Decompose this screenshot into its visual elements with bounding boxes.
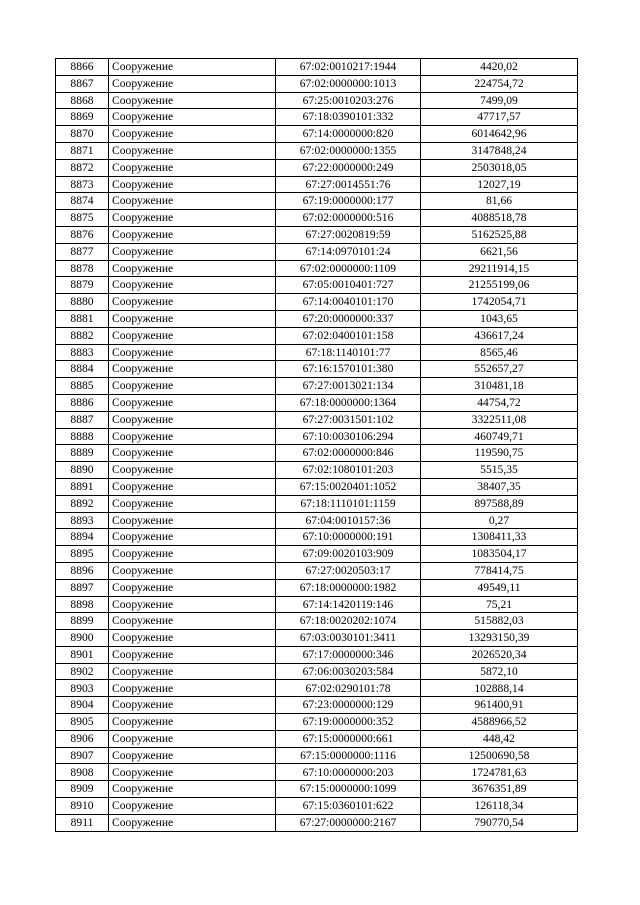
cadastral-number-cell: 67:05:0010401:727 (276, 277, 421, 294)
cadastral-value-cell: 790770,54 (421, 814, 578, 831)
cadastral-value-cell: 310481,18 (421, 378, 578, 395)
row-number-cell: 8870 (56, 126, 109, 143)
table-row (56, 59, 578, 76)
table-row (56, 747, 578, 764)
property-registry-table (55, 58, 578, 832)
cadastral-number-cell: 67:14:0970101:24 (276, 243, 421, 260)
row-number-cell: 8869 (56, 109, 109, 126)
object-type-cell: Сооружение (109, 596, 276, 613)
cadastral-value-cell: 102888,14 (421, 680, 578, 697)
cadastral-number-cell: 67:10:0030106:294 (276, 428, 421, 445)
table-row (56, 126, 578, 143)
cadastral-number-cell: 67:14:0040101:170 (276, 294, 421, 311)
table-row (56, 277, 578, 294)
object-type-cell: Сооружение (109, 478, 276, 495)
cadastral-number-cell: 67:02:0400101:158 (276, 327, 421, 344)
cadastral-value-cell: 44754,72 (421, 394, 578, 411)
cadastral-value-cell: 7499,09 (421, 92, 578, 109)
cadastral-number-cell: 67:16:1570101:380 (276, 361, 421, 378)
cadastral-value-cell: 5515,35 (421, 462, 578, 479)
object-type-cell: Сооружение (109, 546, 276, 563)
table-row (56, 327, 578, 344)
table-row (56, 512, 578, 529)
object-type-cell: Сооружение (109, 462, 276, 479)
object-type-cell: Сооружение (109, 428, 276, 445)
cadastral-number-cell: 67:18:0390101:332 (276, 109, 421, 126)
cadastral-value-cell: 12027,19 (421, 176, 578, 193)
cadastral-number-cell: 67:04:0010157:36 (276, 512, 421, 529)
cadastral-value-cell: 4588966,52 (421, 714, 578, 731)
cadastral-value-cell: 4420,02 (421, 59, 578, 76)
table-row (56, 546, 578, 563)
row-number-cell: 8881 (56, 310, 109, 327)
cadastral-value-cell: 1083504,17 (421, 546, 578, 563)
table-row (56, 646, 578, 663)
cadastral-value-cell: 1742054,71 (421, 294, 578, 311)
row-number-cell: 8911 (56, 814, 109, 831)
cadastral-number-cell: 67:15:0000000:1099 (276, 781, 421, 798)
object-type-cell: Сооружение (109, 109, 276, 126)
cadastral-number-cell: 67:23:0000000:129 (276, 697, 421, 714)
row-number-cell: 8904 (56, 697, 109, 714)
cadastral-value-cell: 21255199,06 (421, 277, 578, 294)
cadastral-value-cell: 2026520,34 (421, 646, 578, 663)
row-number-cell: 8872 (56, 159, 109, 176)
object-type-cell: Сооружение (109, 411, 276, 428)
row-number-cell: 8901 (56, 646, 109, 663)
cadastral-value-cell: 13293150,39 (421, 630, 578, 647)
cadastral-number-cell: 67:19:0000000:177 (276, 193, 421, 210)
table-row (56, 210, 578, 227)
cadastral-value-cell: 119590,75 (421, 445, 578, 462)
cadastral-number-cell: 67:10:0000000:203 (276, 764, 421, 781)
row-number-cell: 8876 (56, 226, 109, 243)
table-row (56, 344, 578, 361)
cadastral-value-cell: 8565,46 (421, 344, 578, 361)
table-row (56, 428, 578, 445)
table-body (56, 59, 578, 832)
cadastral-value-cell: 1308411,33 (421, 529, 578, 546)
object-type-cell: Сооружение (109, 562, 276, 579)
row-number-cell: 8892 (56, 495, 109, 512)
object-type-cell: Сооружение (109, 697, 276, 714)
table-row (56, 529, 578, 546)
table-row (56, 75, 578, 92)
cadastral-number-cell: 67:27:0020819:59 (276, 226, 421, 243)
table-row (56, 680, 578, 697)
row-number-cell: 8903 (56, 680, 109, 697)
object-type-cell: Сооружение (109, 378, 276, 395)
object-type-cell: Сооружение (109, 781, 276, 798)
cadastral-number-cell: 67:14:0000000:820 (276, 126, 421, 143)
row-number-cell: 8875 (56, 210, 109, 227)
table-row (56, 176, 578, 193)
cadastral-value-cell: 897588,89 (421, 495, 578, 512)
cadastral-number-cell: 67:02:0000000:1109 (276, 260, 421, 277)
table-row (56, 663, 578, 680)
object-type-cell: Сооружение (109, 126, 276, 143)
table-row (56, 798, 578, 815)
row-number-cell: 8868 (56, 92, 109, 109)
cadastral-value-cell: 81,66 (421, 193, 578, 210)
object-type-cell: Сооружение (109, 579, 276, 596)
table-row (56, 478, 578, 495)
object-type-cell: Сооружение (109, 512, 276, 529)
object-type-cell: Сооружение (109, 646, 276, 663)
object-type-cell: Сооружение (109, 714, 276, 731)
object-type-cell: Сооружение (109, 529, 276, 546)
row-number-cell: 8884 (56, 361, 109, 378)
object-type-cell: Сооружение (109, 92, 276, 109)
cadastral-value-cell: 6621,56 (421, 243, 578, 260)
cadastral-number-cell: 67:18:0020202:1074 (276, 613, 421, 630)
table-row (56, 613, 578, 630)
object-type-cell: Сооружение (109, 294, 276, 311)
cadastral-value-cell: 224754,72 (421, 75, 578, 92)
row-number-cell: 8879 (56, 277, 109, 294)
cadastral-number-cell: 67:02:0000000:1355 (276, 142, 421, 159)
row-number-cell: 8893 (56, 512, 109, 529)
cadastral-number-cell: 67:03:0030101:3411 (276, 630, 421, 647)
object-type-cell: Сооружение (109, 445, 276, 462)
object-type-cell: Сооружение (109, 764, 276, 781)
cadastral-number-cell: 67:02:1080101:203 (276, 462, 421, 479)
cadastral-value-cell: 12500690,58 (421, 747, 578, 764)
object-type-cell: Сооружение (109, 260, 276, 277)
cadastral-value-cell: 961400,91 (421, 697, 578, 714)
table-row (56, 109, 578, 126)
table-row (56, 226, 578, 243)
row-number-cell: 8888 (56, 428, 109, 445)
cadastral-value-cell: 778414,75 (421, 562, 578, 579)
table-row (56, 562, 578, 579)
cadastral-value-cell: 2503018,05 (421, 159, 578, 176)
cadastral-value-cell: 29211914,15 (421, 260, 578, 277)
cadastral-value-cell: 3322511,08 (421, 411, 578, 428)
object-type-cell: Сооружение (109, 747, 276, 764)
table-row (56, 579, 578, 596)
cadastral-number-cell: 67:18:0000000:1982 (276, 579, 421, 596)
cadastral-value-cell: 75,21 (421, 596, 578, 613)
object-type-cell: Сооружение (109, 59, 276, 76)
cadastral-value-cell: 4088518,78 (421, 210, 578, 227)
row-number-cell: 8897 (56, 579, 109, 596)
table-row (56, 630, 578, 647)
cadastral-number-cell: 67:18:0000000:1364 (276, 394, 421, 411)
row-number-cell: 8885 (56, 378, 109, 395)
cadastral-number-cell: 67:02:0010217:1944 (276, 59, 421, 76)
row-number-cell: 8889 (56, 445, 109, 462)
row-number-cell: 8898 (56, 596, 109, 613)
row-number-cell: 8873 (56, 176, 109, 193)
cadastral-number-cell: 67:15:0360101:622 (276, 798, 421, 815)
object-type-cell: Сооружение (109, 394, 276, 411)
row-number-cell: 8877 (56, 243, 109, 260)
table-row (56, 596, 578, 613)
table-row (56, 462, 578, 479)
cadastral-value-cell: 460749,71 (421, 428, 578, 445)
cadastral-number-cell: 67:27:0020503:17 (276, 562, 421, 579)
table-row (56, 92, 578, 109)
table-row (56, 697, 578, 714)
row-number-cell: 8866 (56, 59, 109, 76)
table-row (56, 243, 578, 260)
cadastral-number-cell: 67:27:0031501:102 (276, 411, 421, 428)
cadastral-value-cell: 5162525,88 (421, 226, 578, 243)
cadastral-number-cell: 67:18:1140101:77 (276, 344, 421, 361)
table-row (56, 445, 578, 462)
row-number-cell: 8902 (56, 663, 109, 680)
table-row (56, 764, 578, 781)
row-number-cell: 8906 (56, 730, 109, 747)
cadastral-value-cell: 5872,10 (421, 663, 578, 680)
cadastral-number-cell: 67:14:1420119:146 (276, 596, 421, 613)
row-number-cell: 8891 (56, 478, 109, 495)
cadastral-value-cell: 3147848,24 (421, 142, 578, 159)
cadastral-value-cell: 126118,34 (421, 798, 578, 815)
row-number-cell: 8883 (56, 344, 109, 361)
table-row (56, 378, 578, 395)
row-number-cell: 8878 (56, 260, 109, 277)
cadastral-number-cell: 67:20:0000000:337 (276, 310, 421, 327)
row-number-cell: 8890 (56, 462, 109, 479)
cadastral-value-cell: 515882,03 (421, 613, 578, 630)
cadastral-number-cell: 67:02:0290101:78 (276, 680, 421, 697)
row-number-cell: 8874 (56, 193, 109, 210)
cadastral-value-cell: 3676351,89 (421, 781, 578, 798)
cadastral-number-cell: 67:15:0000000:661 (276, 730, 421, 747)
cadastral-number-cell: 67:27:0000000:2167 (276, 814, 421, 831)
cadastral-value-cell: 1043,65 (421, 310, 578, 327)
table-row (56, 730, 578, 747)
cadastral-number-cell: 67:02:0000000:846 (276, 445, 421, 462)
cadastral-value-cell: 436617,24 (421, 327, 578, 344)
table-row (56, 495, 578, 512)
row-number-cell: 8894 (56, 529, 109, 546)
row-number-cell: 8867 (56, 75, 109, 92)
cadastral-value-cell: 552657,27 (421, 361, 578, 378)
object-type-cell: Сооружение (109, 680, 276, 697)
object-type-cell: Сооружение (109, 798, 276, 815)
cadastral-value-cell: 47717,57 (421, 109, 578, 126)
row-number-cell: 8882 (56, 327, 109, 344)
object-type-cell: Сооружение (109, 327, 276, 344)
table-row (56, 814, 578, 831)
table-row (56, 193, 578, 210)
object-type-cell: Сооружение (109, 210, 276, 227)
row-number-cell: 8908 (56, 764, 109, 781)
cadastral-number-cell: 67:19:0000000:352 (276, 714, 421, 731)
table-row (56, 781, 578, 798)
object-type-cell: Сооружение (109, 344, 276, 361)
row-number-cell: 8900 (56, 630, 109, 647)
object-type-cell: Сооружение (109, 226, 276, 243)
object-type-cell: Сооружение (109, 277, 276, 294)
object-type-cell: Сооружение (109, 176, 276, 193)
object-type-cell: Сооружение (109, 193, 276, 210)
table-row (56, 394, 578, 411)
table-row (56, 310, 578, 327)
cadastral-value-cell: 0,27 (421, 512, 578, 529)
row-number-cell: 8895 (56, 546, 109, 563)
object-type-cell: Сооружение (109, 495, 276, 512)
object-type-cell: Сооружение (109, 613, 276, 630)
object-type-cell: Сооружение (109, 630, 276, 647)
object-type-cell: Сооружение (109, 310, 276, 327)
table-row (56, 142, 578, 159)
row-number-cell: 8880 (56, 294, 109, 311)
object-type-cell: Сооружение (109, 159, 276, 176)
cadastral-number-cell: 67:15:0000000:1116 (276, 747, 421, 764)
row-number-cell: 8887 (56, 411, 109, 428)
cadastral-number-cell: 67:06:0030203:584 (276, 663, 421, 680)
cadastral-value-cell: 448,42 (421, 730, 578, 747)
table-row (56, 294, 578, 311)
object-type-cell: Сооружение (109, 361, 276, 378)
cadastral-number-cell: 67:02:0000000:516 (276, 210, 421, 227)
row-number-cell: 8905 (56, 714, 109, 731)
table-row (56, 260, 578, 277)
cadastral-number-cell: 67:22:0000000:249 (276, 159, 421, 176)
object-type-cell: Сооружение (109, 243, 276, 260)
cadastral-number-cell: 67:27:0014551:76 (276, 176, 421, 193)
row-number-cell: 8910 (56, 798, 109, 815)
row-number-cell: 8909 (56, 781, 109, 798)
cadastral-number-cell: 67:27:0013021:134 (276, 378, 421, 395)
cadastral-number-cell: 67:18:1110101:1159 (276, 495, 421, 512)
row-number-cell: 8886 (56, 394, 109, 411)
cadastral-value-cell: 6014642,96 (421, 126, 578, 143)
row-number-cell: 8907 (56, 747, 109, 764)
table-row (56, 411, 578, 428)
row-number-cell: 8871 (56, 142, 109, 159)
table-row (56, 714, 578, 731)
cadastral-value-cell: 1724781,63 (421, 764, 578, 781)
row-number-cell: 8896 (56, 562, 109, 579)
cadastral-number-cell: 67:15:0020401:1052 (276, 478, 421, 495)
object-type-cell: Сооружение (109, 75, 276, 92)
object-type-cell: Сооружение (109, 730, 276, 747)
cadastral-number-cell: 67:17:0000000:346 (276, 646, 421, 663)
table-row (56, 159, 578, 176)
cadastral-value-cell: 49549,11 (421, 579, 578, 596)
cadastral-value-cell: 38407,35 (421, 478, 578, 495)
object-type-cell: Сооружение (109, 663, 276, 680)
cadastral-number-cell: 67:02:0000000:1013 (276, 75, 421, 92)
object-type-cell: Сооружение (109, 142, 276, 159)
table-row (56, 361, 578, 378)
row-number-cell: 8899 (56, 613, 109, 630)
cadastral-number-cell: 67:25:0010203:276 (276, 92, 421, 109)
cadastral-number-cell: 67:10:0000000:191 (276, 529, 421, 546)
object-type-cell: Сооружение (109, 814, 276, 831)
cadastral-number-cell: 67:09:0020103:909 (276, 546, 421, 563)
